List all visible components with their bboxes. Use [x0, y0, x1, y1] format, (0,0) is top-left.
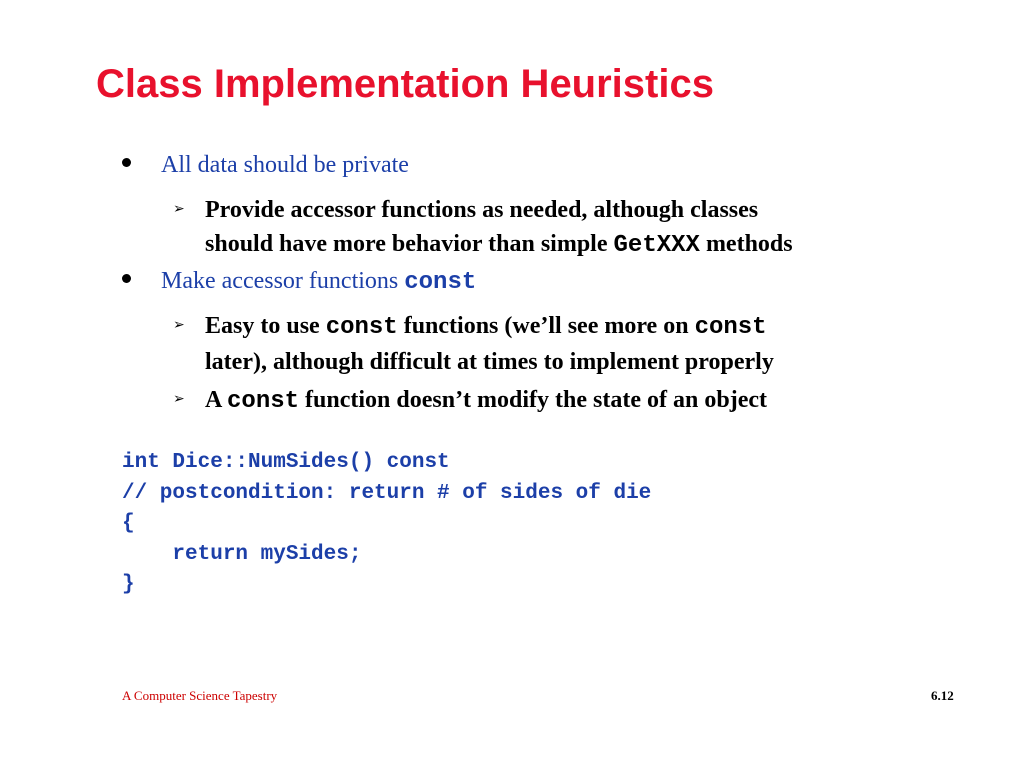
slide-number: 6.12 — [931, 688, 954, 703]
arrowhead-bullet-icon: ➢ — [173, 317, 185, 333]
code-line: return mySides; — [122, 542, 362, 566]
arrowhead-bullet-icon: ➢ — [173, 391, 185, 407]
sub-bullet-line: functions (we’ll see more on — [397, 313, 695, 339]
sub-bullet-line: A — [205, 387, 228, 413]
sub-bullet-item — [173, 193, 793, 263]
inline-code: const — [325, 314, 398, 341]
bullet-item — [122, 268, 476, 296]
bullet-text-part: Make accessor functions — [161, 268, 405, 294]
inline-code: const — [694, 314, 767, 341]
bullet-dot-icon — [122, 158, 131, 167]
code-line: } — [122, 573, 135, 596]
slide-title: Class Implementation Heuristics — [96, 62, 714, 106]
sub-bullet-line: should have more behavior than simple — [205, 231, 614, 257]
sub-bullet-line: function doesn’t modify the state of an object — [299, 387, 767, 413]
code-line: // postcondition: return # of sides of die — [122, 481, 652, 505]
code-line: int Dice::NumSides() const — [122, 451, 450, 474]
code-block — [122, 448, 651, 601]
sub-bullet-line: later), although difficult at times to implement properly — [205, 349, 774, 375]
sub-bullet-item — [173, 383, 767, 419]
sub-bullet-item — [173, 309, 774, 379]
inline-code: const — [404, 269, 477, 296]
bullet-text: All data should be private — [161, 152, 409, 178]
arrowhead-bullet-icon: ➢ — [173, 201, 185, 217]
footer-title: A Computer Science Tapestry — [122, 688, 278, 703]
sub-bullet-text — [205, 383, 767, 419]
sub-bullet-text — [205, 193, 793, 263]
sub-bullet-line: Easy to use — [205, 313, 326, 339]
inline-code: const — [227, 388, 300, 415]
sub-bullet-line: methods — [699, 231, 793, 257]
inline-code: GetXXX — [613, 232, 700, 259]
bullet-item — [122, 152, 409, 179]
sub-bullet-text — [205, 309, 774, 379]
bullet-dot-icon — [122, 274, 131, 283]
sub-bullet-line: Provide accessor functions as needed, although classes — [205, 197, 759, 223]
code-line: { — [122, 512, 135, 535]
bullet-text — [161, 268, 476, 296]
